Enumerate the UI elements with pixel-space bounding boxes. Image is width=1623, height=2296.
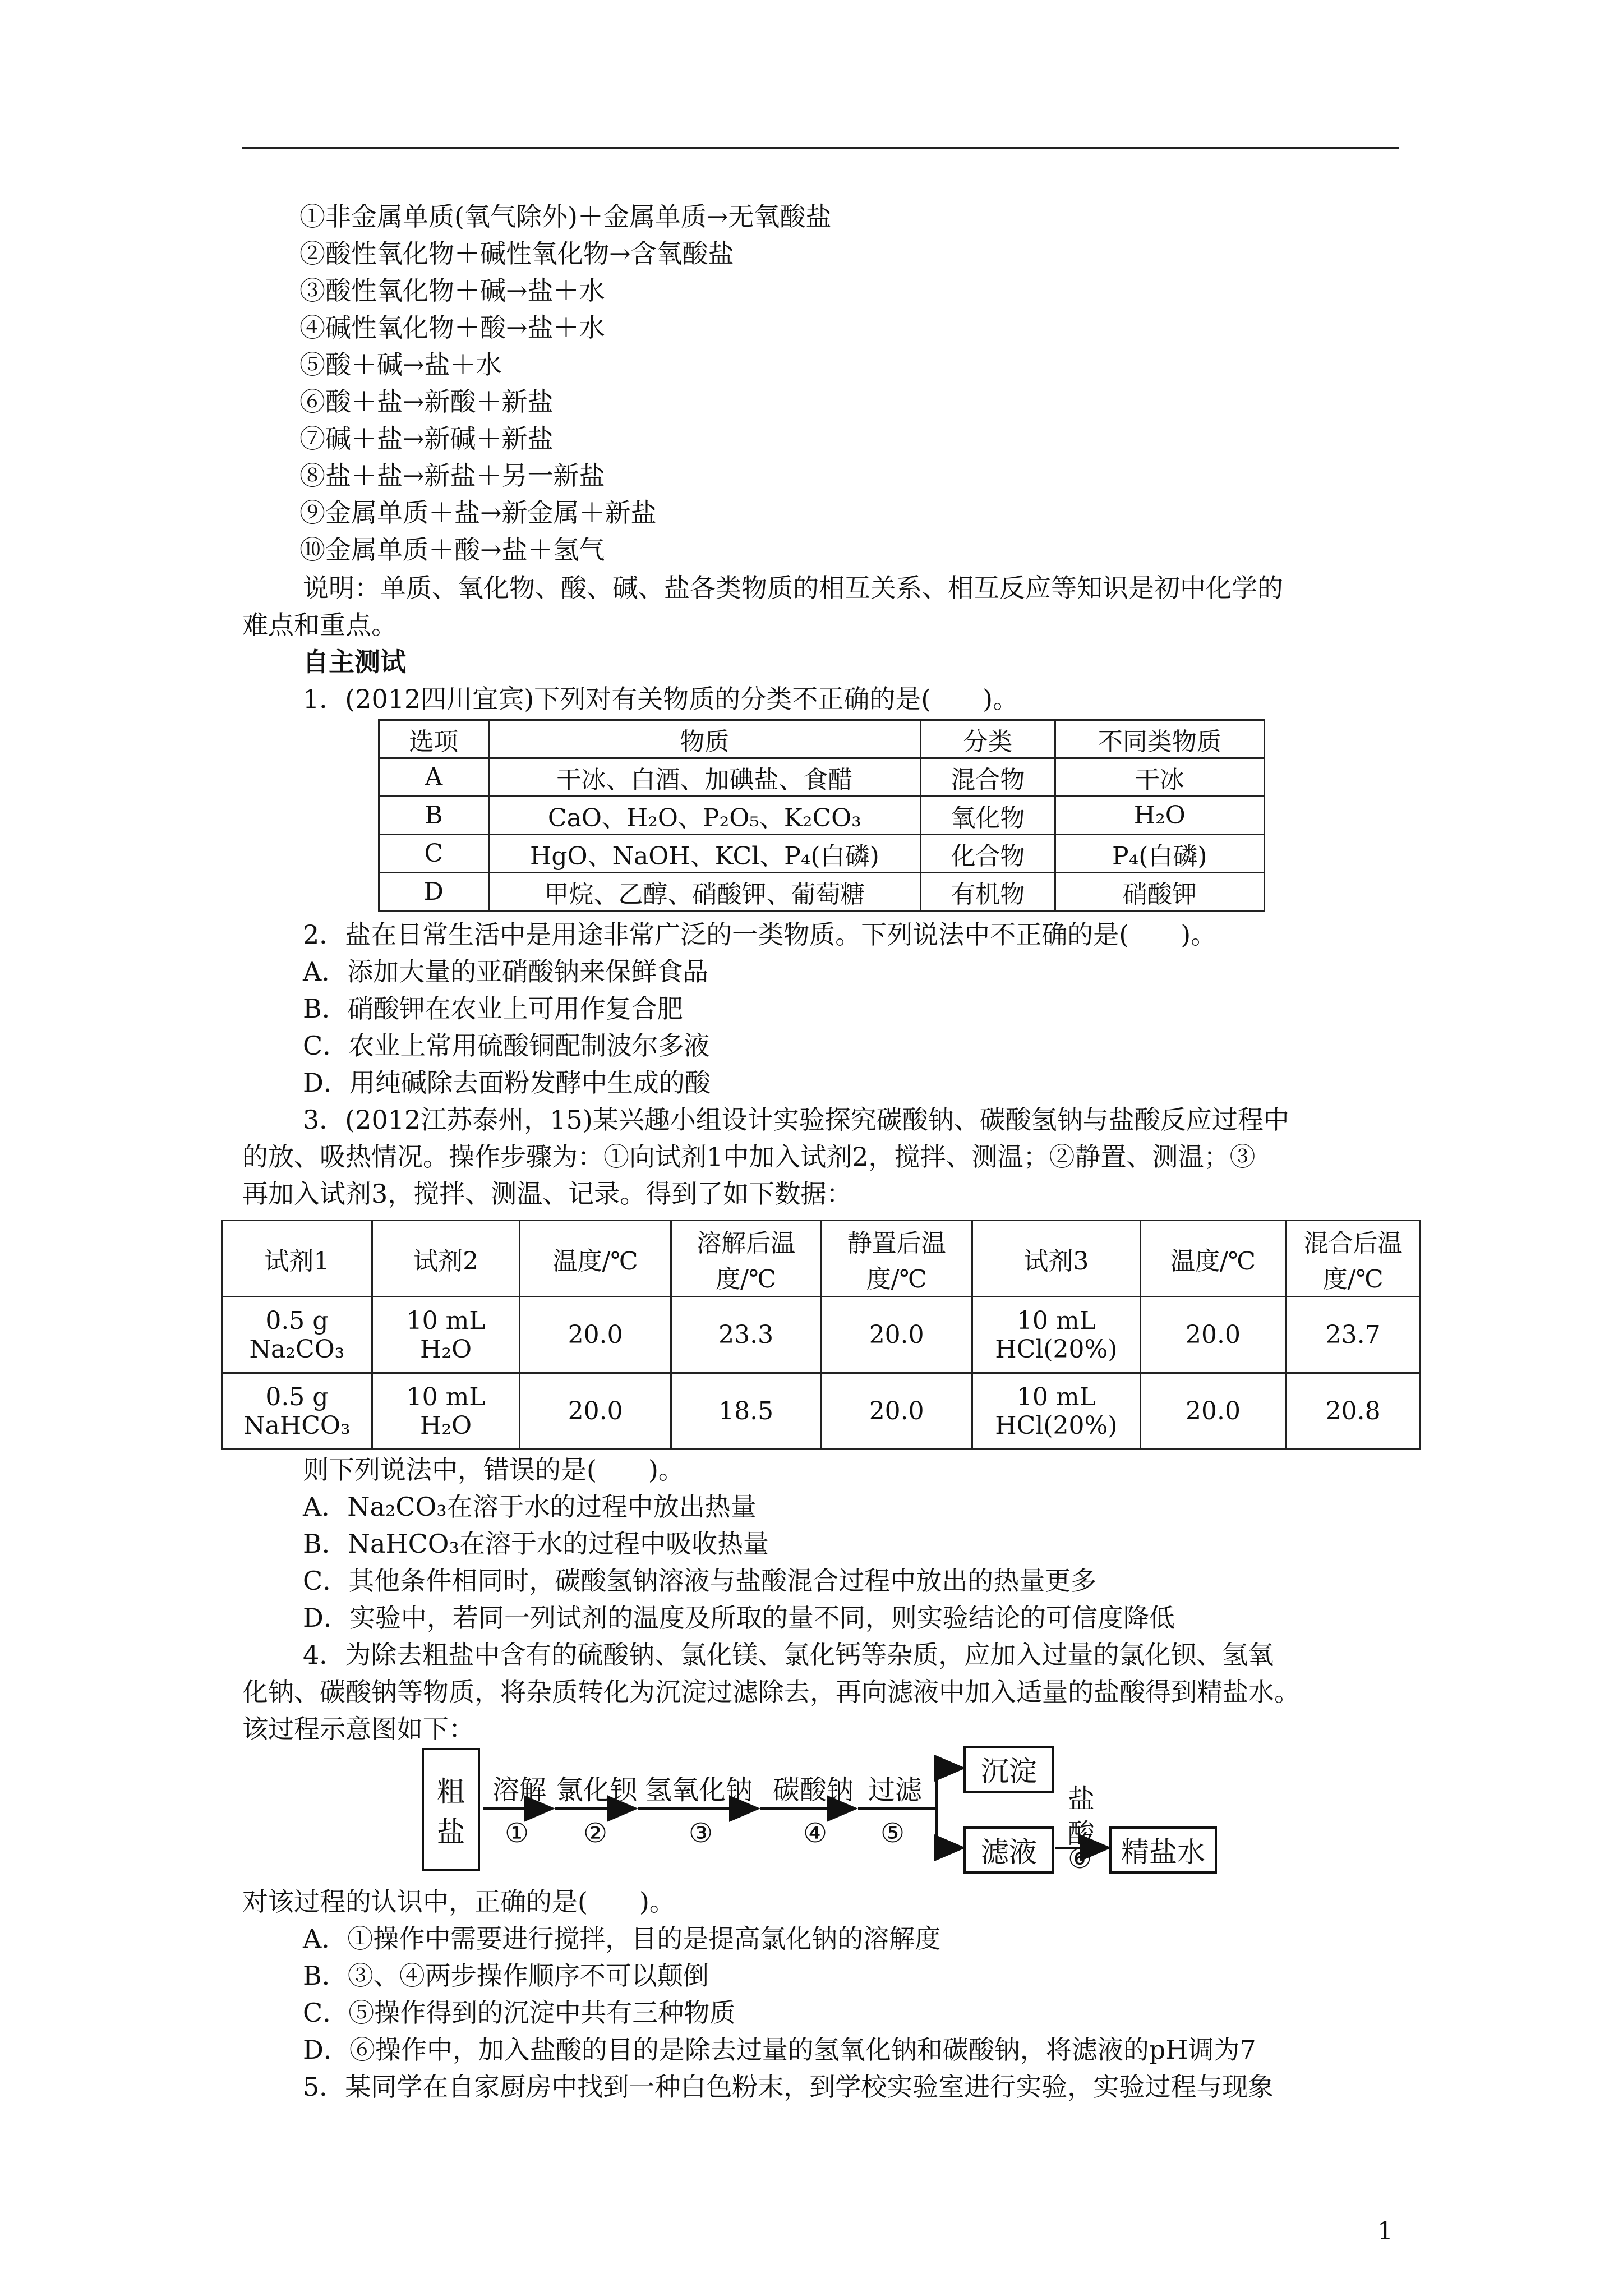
cell-text: HCl(20%) [995,1335,1118,1364]
reaction-line: ⑩金属单质＋酸→盐＋氢气 [299,535,605,565]
table-header-cell [671,1221,821,1297]
filtrate-box [963,1826,1054,1874]
cell-text: 10 mL [406,1306,486,1335]
precipitate-label: 沉淀 [981,1755,1037,1788]
table-cell: C [379,835,489,873]
step-number: ① [505,1818,529,1849]
brine-label: 精盐水 [1121,1836,1205,1869]
q3-data-table [221,1220,1421,1450]
table-cell: B [379,797,489,835]
note-text: 说明：单质、氧化物、酸、碱、盐各类物质的相互关系、相互反应等知识是初中化学的 [303,573,1283,603]
table-cell [1286,1297,1421,1373]
table-cell [520,1373,671,1450]
cell-text: 20.0 [869,1320,924,1349]
cell-text: 20.8 [1325,1397,1381,1425]
step-number: ⑥ [1068,1843,1092,1875]
question-stem: 该过程示意图如下： [242,1714,474,1744]
step-number: ⑤ [880,1818,905,1849]
crude-salt-label: 粗 [437,1775,465,1808]
question-stem: 化钠、碳酸钠等物质，将杂质转化为沉淀过滤除去，再向滤液中加入适量的盐酸得到精盐水。 [242,1677,1300,1707]
cell-text: 试剂1 [264,1246,330,1276]
table-cell: CaO、H₂O、P₂O₅、K₂CO₃ [488,797,920,835]
cell-text: NaHCO₃ [243,1411,351,1440]
table-cell: 有机物 [921,873,1055,911]
option-text: D．用纯碱除去面粉发酵中生成的酸 [303,1068,711,1098]
step-label: 氯化钡 [556,1774,638,1806]
table-cell [222,1373,372,1450]
precipitate-box [963,1746,1054,1793]
step-label: 过滤 [868,1774,923,1806]
reaction-line: ①非金属单质(氧气除外)＋金属单质→无氧酸盐 [299,201,832,232]
table-row [222,1373,1421,1450]
cell-text: H₂O [420,1335,472,1364]
question-stem: 再加入试剂3，搅拌、测温、记录。得到了如下数据： [242,1179,852,1209]
reaction-line: ③酸性氧化物＋碱→盐＋水 [299,275,605,306]
step-number: ④ [803,1818,828,1849]
table-cell: 干冰 [1055,758,1264,797]
table-cell [1286,1373,1421,1450]
question-text: 对该过程的认识中，正确的是( )。 [242,1887,675,1917]
acid-label: 酸 [1068,1818,1095,1849]
table-cell [671,1373,821,1450]
table-header-cell: 选项 [379,720,489,758]
cell-text: 静置后温 [847,1228,946,1258]
cell-text: 23.7 [1325,1320,1381,1349]
table-cell: 化合物 [921,835,1055,873]
cell-text: Na₂CO₃ [249,1335,345,1364]
cell-text: 10 mL [1016,1382,1096,1411]
cell-text: 20.0 [869,1397,924,1425]
brine-box [1109,1826,1217,1874]
question-stem: 2．盐在日常生活中是用途非常广泛的一类物质。下列说法中不正确的是( )。 [303,919,1217,950]
section-title: 自主测试 [303,647,406,677]
cell-text: 18.5 [718,1397,774,1425]
question-text: 则下列说法中，错误的是( )。 [303,1455,684,1485]
cell-text: 20.0 [568,1397,623,1425]
table-cell [821,1297,972,1373]
table-cell: 氧化物 [921,797,1055,835]
reaction-line: ⑥酸＋盐→新酸＋新盐 [299,386,554,417]
table-cell [972,1373,1140,1450]
table-cell [222,1297,372,1373]
step-label: 溶解 [492,1774,547,1806]
table-cell [671,1297,821,1373]
cell-text: 20.0 [568,1320,623,1349]
option-text: A．Na₂CO₃在溶于水的过程中放出热量 [303,1492,757,1522]
table-cell: 干冰、白酒、加碘盐、食醋 [488,758,920,797]
step-label: 氢氧化钠 [645,1774,753,1806]
cell-text: 试剂3 [1023,1246,1089,1276]
reaction-line: ②酸性氧化物＋碱性氧化物→含氧酸盐 [299,238,734,269]
note-text: 难点和重点。 [242,610,397,640]
table-cell [520,1297,671,1373]
table-header-cell [520,1221,671,1297]
step-label: 碳酸钠 [773,1774,854,1806]
cell-text: 10 mL [406,1382,486,1411]
cell-text: 度/℃ [866,1264,927,1294]
crude-salt-box [422,1748,480,1871]
question-stem: 4．为除去粗盐中含有的硫酸钠、氯化镁、氯化钙等杂质，应加入过量的氯化钡、氢氧 [303,1640,1274,1670]
flow-arrows [422,1743,1218,1874]
cell-text: 0.5 g [265,1306,329,1335]
question-stem: 5．某同学在自家厨房中找到一种白色粉末，到学校实验室进行实验，实验过程与现象 [303,2072,1274,2102]
option-text: C．⑤操作得到的沉淀中共有三种物质 [303,1998,736,2028]
acid-label: 盐 [1068,1783,1095,1815]
reaction-line: ⑨金属单质＋盐→新金属＋新盐 [299,498,657,528]
crude-salt-label: 盐 [437,1816,465,1848]
table-cell [1140,1373,1286,1450]
table-header-row [222,1221,1421,1297]
table-row [222,1297,1421,1373]
table-header-cell [222,1221,372,1297]
cell-text: 0.5 g [265,1382,329,1411]
table-header-cell [372,1221,520,1297]
table-cell [372,1373,520,1450]
table-cell: 甲烷、乙醇、硝酸钾、葡萄糖 [488,873,920,911]
cell-text: 度/℃ [1322,1264,1384,1294]
table-cell: H₂O [1055,797,1264,835]
cell-text: 20.0 [1186,1320,1241,1349]
reaction-line: ⑦碱＋盐→新碱＋新盐 [299,424,554,454]
cell-text: 20.0 [1186,1397,1241,1425]
salt-purification-flow-diagram [422,1743,1218,1874]
table-cell: 硝酸钾 [1055,873,1264,911]
cell-text: 温度/℃ [552,1246,638,1276]
q1-classification-table [378,719,1265,912]
cell-text: 混合后温 [1303,1228,1403,1258]
option-text: B．硝酸钾在农业上可用作复合肥 [303,993,683,1024]
question-stem: 的放、吸热情况。操作步骤为：①向试剂1中加入试剂2，搅拌、测温；②静置、测温；③ [242,1142,1256,1172]
table-cell: A [379,758,489,797]
table-cell: 混合物 [921,758,1055,797]
table-cell: HgO、NaOH、KCl、P₄(白磷) [488,835,920,873]
cell-text: HCl(20%) [995,1411,1118,1440]
option-text: C．农业上常用硫酸铜配制波尔多液 [303,1030,710,1061]
table-cell [372,1297,520,1373]
step-number: ② [583,1818,608,1849]
table-cell: D [379,873,489,911]
reaction-line: ④碱性氧化物＋酸→盐＋水 [299,312,605,343]
step-number: ③ [689,1818,713,1849]
table-cell: P₄(白磷) [1055,835,1264,873]
cell-text: 试剂2 [413,1246,479,1276]
table-header-cell [1286,1221,1421,1297]
cell-text: 23.3 [718,1320,774,1349]
reaction-line: ⑧盐＋盐→新盐＋另一新盐 [299,461,605,491]
table-header-cell [972,1221,1140,1297]
question-stem: 3．(2012江苏泰州，15)某兴趣小组设计实验探究碳酸钠、碳酸氢钠与盐酸反应过程中 [303,1105,1289,1135]
table-header-cell [821,1221,972,1297]
option-text: A．①操作中需要进行搅拌，目的是提高氯化钠的溶解度 [303,1924,941,1954]
question-stem: 1．(2012四川宜宾)下列对有关物质的分类不正确的是( )。 [303,684,1019,714]
option-text: B．③、④两步操作顺序不可以颠倒 [303,1961,709,1991]
option-text: D．⑥操作中，加入盐酸的目的是除去过量的氢氧化钠和碳酸钠，将滤液的pH调为7 [303,2035,1256,2065]
filtrate-label: 滤液 [981,1836,1037,1869]
cell-text: 温度/℃ [1170,1246,1256,1276]
table-header-cell [1140,1221,1286,1297]
table-cell [972,1297,1140,1373]
option-text: D．实验中，若同一列试剂的温度及所取的量不同，则实验结论的可信度降低 [303,1603,1175,1633]
option-text: C．其他条件相同时，碳酸氢钠溶液与盐酸混合过程中放出的热量更多 [303,1566,1097,1596]
cell-text: 10 mL [1016,1306,1096,1335]
reaction-line: ⑤酸＋碱→盐＋水 [299,349,502,380]
cell-text: H₂O [420,1411,472,1440]
table-header-cell: 不同类物质 [1055,720,1264,758]
table-header-cell: 物质 [488,720,920,758]
table-cell [1140,1297,1286,1373]
cell-text: 度/℃ [716,1264,777,1294]
page-number: 1 [1377,2217,1393,2246]
table-header-cell: 分类 [921,720,1055,758]
option-text: B．NaHCO₃在溶于水的过程中吸收热量 [303,1529,769,1559]
cell-text: 溶解后温 [697,1228,796,1258]
option-text: A．添加大量的亚硝酸钠来保鲜食品 [303,956,709,987]
header-rule [242,147,1399,149]
table-cell [821,1373,972,1450]
